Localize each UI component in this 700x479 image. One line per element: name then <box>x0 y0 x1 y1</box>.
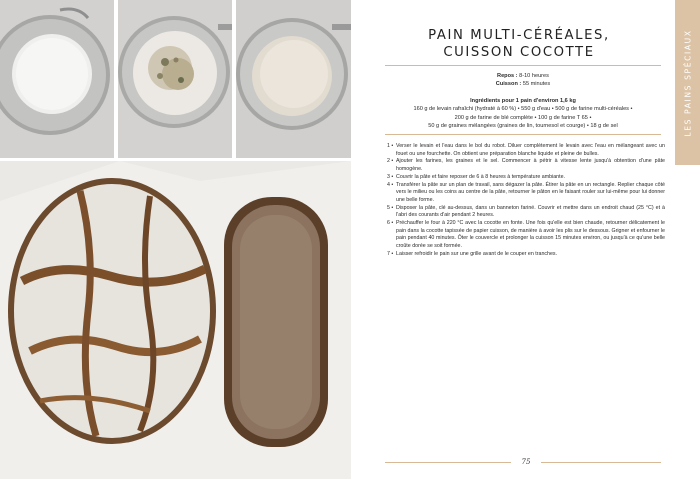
step-photo-flour-seeds <box>118 0 232 158</box>
step-photo-dough <box>236 0 351 158</box>
divider-top <box>385 65 661 66</box>
cook-time <box>385 80 661 88</box>
recipe-page <box>351 0 700 479</box>
step-text: Ajouter les farines, les graines et le sel. Commencer à pétrir à vitesse lente jusqu'à obtention d'une pâte homogène. <box>396 158 665 173</box>
step-photo-mixing-levain <box>0 0 114 158</box>
section-tab <box>675 0 700 165</box>
page-number: 75 <box>511 457 541 467</box>
recipe-step <box>387 174 665 182</box>
finished-bread-photo <box>0 161 351 479</box>
section-tab-label: LES PAINS SPÉCIAUX <box>683 28 692 137</box>
step-number: 2 • <box>387 158 394 165</box>
ingredients-line: 200 g de farine de blé complète • 100 g de farine T 65 • <box>454 114 592 121</box>
step-text: Couvrir la pâte et faire reposer de 6 à 8 heures à température ambiante. <box>396 173 566 180</box>
step-number: 7 • <box>387 250 394 257</box>
recipe-step <box>387 251 665 259</box>
ingredients-line: 160 g de levain rafraîchi (hydraté à 60 %) • 550 g d'eau • 500 g de farine multi-céréales • <box>413 106 633 113</box>
rest-time <box>385 72 661 80</box>
recipe-steps <box>387 143 665 259</box>
recipe-title <box>381 27 657 61</box>
recipe-step <box>387 158 665 173</box>
rest-label: Repos : <box>497 73 518 79</box>
recipe-step <box>387 143 665 158</box>
step-number: 3 • <box>387 173 394 180</box>
cook-value: 55 minutes <box>521 81 551 88</box>
step-number: 4 • <box>387 181 394 188</box>
step-number: 6 • <box>387 220 394 227</box>
ingredients-heading: Ingrédients pour 1 pain d'environ 1,6 kg <box>470 98 576 104</box>
recipe-title-line2: CUISSON COCOTTE <box>443 45 595 60</box>
recipe-step <box>387 205 665 220</box>
step-text: Disposer la pâte, clé au-dessus, dans un banneton fariné. Couvrir et mettre dans un endroit chaud (25 °C) et à l'abri des courants d'air pendant 2 heures. <box>396 204 665 219</box>
recipe-step <box>387 182 665 205</box>
recipe-step <box>387 220 665 251</box>
step-number: 5 • <box>387 204 394 211</box>
recipe-title-line1: PAIN MULTI-CÉRÉALES, <box>428 28 610 43</box>
step-text: Préchauffer le four à 220 °C avec la cocotte en fonte. Une fois qu'elle est bien chaude, retourner délicatement le pain dans la cocotte tapissée de papier cuisson, de manière à avoir les plis sur le dessous. Grigner et enfourner le pain pendant 40 minutes. Ôter le couvercle et prolonger la cuisson 15 minutes environ, ou jusqu'à ce qu'une belle croûte dorée se soit formée. <box>396 220 665 250</box>
rest-value: 8-10 heures <box>517 73 549 79</box>
divider-middle <box>385 134 661 135</box>
step-number: 1 • <box>387 143 394 149</box>
ingredients-block <box>385 97 661 131</box>
step-text: Transférer la pâte sur un plan de travail, sans dégazer la pâte. Étirer la pâte en un rectangle. Replier chaque côté vers le milieu ou les coins au centre de la pâte, retourner le pâton en le faisant rouler sur lui-même pour lui donner une belle forme. <box>396 181 665 203</box>
cook-label: Cuisson : <box>495 81 522 88</box>
ingredients-line: 50 g de graines mélangées (graines de lin, tournesol et courge) • 18 g de sel <box>428 123 618 130</box>
step-text: Verser le levain et l'eau dans le bol du robot. Diluer complètement le levain avec l'eau en mélangeant avec un fouet ou une fourchette. On obtient une préparation blanche liquide et pleine de bulles. <box>396 143 665 157</box>
step-text: Laisser refroidir le pain sur une grille avant de le couper en tranches. <box>396 250 558 257</box>
timing-block <box>385 72 661 88</box>
